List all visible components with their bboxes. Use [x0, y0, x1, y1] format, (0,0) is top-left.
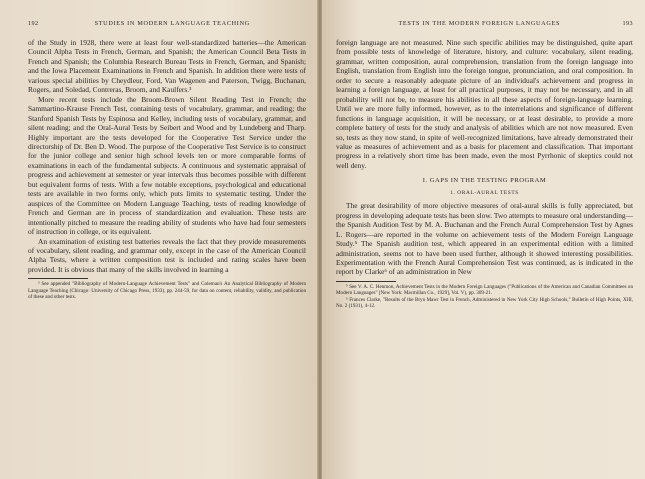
left-page-header — [28, 20, 306, 27]
paragraph: of the Study in 1928, there were at least four well-standardized batteries—the American Council Alpha Tests in French, German, and Spanish; the American Council Beta Tests in French and Spanish; the Columbia Research Bureau Tests in French, German, and Spanish; and the Iowa Placement Examinations in French and Spanish. In addition there were tests of various special abilities by Cheydleur, Ford, Van Wagenen and Paterson, Twigg, Buchanan, Rogers, and Soledad, Contreras, Broom, and Kaulfers.³ — [28, 38, 306, 95]
paragraph: foreign language are not measured. Nine such specific abilities may be distinguished, quite apart from possible tests of knowledge of literature, history, and culture: vocabulary, silent reading, grammar, written composition, aural comprehension, translation from the foreign language into English, translation from English into the foreign tongue, pronunciation, and oral composition. In order to secure a reasonably adequate picture of an individual's achievement and progress in learning a foreign language, at least for all practical purposes, it may not be necessary, and in all probability will not be, to measure his abilities in all these aspects of foreign-language learning. Until we are more fully informed, however, as to the interrelations and significance of different functions in language acquisition, it will be necessary, or at least desirable, to provide a more complete battery of tests for the study and analysis of abilities which are not now measured. Even so, tests as they now stand, in spite of well-recognized limitations, have already demonstrated their value as measures of achievement and as a basis for placement and classification. That important progress in a relatively short time has been made, even the most Pyrrhonic of skeptics could not well deny. — [336, 38, 633, 170]
page-number: 193 — [622, 20, 633, 27]
paragraph: More recent tests include the Broom-Brown Silent Reading Test in French; the Sammartino-Krause French Test, containing tests of vocabulary, grammar, and reading; the Stanford Spanish Tests by Espinosa and Kelley, including tests of vocabulary, grammar, and silent reading; and the Oral-Aural Tests by Seibert and Wood and by Lundeberg and Tharp. Highly important are the tests developed for the Cooperative Test Service under the directorship of Dr. Ben D. Wood. The purpose of the Cooperative Test Service is to construct for the junior college and senior high school levels ten or more comparable forms of examinations in each of the fundamental subjects. A continuous and systematic appraisal of progress and achievement at semester or year intervals thus becomes possible with different but equivalent forms of tests. With a few notable exceptions, psychological and educational tests are available in two forms only, which puts limits to systematic testing. Under the auspices of the Committee on Modern Language Teaching, tests of reading knowledge of French and German are in process of standardization and evaluation. These tests are intentionally pitched to measure the reading ability of students who have had four semesters of instruction in college, or its equivalent. — [28, 94, 306, 237]
footnote: ³ See appended "Bibliography of Modern-Language Achievement Tests" and Coleman's An Analytical Bibliography of Modern Language Teaching (Chicago: University of Chicago Press, 1933), pp. 244-59, for data on content, reliability, validity, and publication of these and other tests. — [28, 281, 306, 301]
footnote: ⁵ See V. A. C. Henmon, Achievement Tests in the Modern Foreign Languages ("Publications of the American and Canadian Committees on Modern Languages" [New York: Macmillan Co., 1929], Vol. V), pp. 309-21. — [336, 283, 633, 297]
paragraph: The great desirability of more objective measures of oral-aural skills is fully appreciated, but progress in developing adequate tests has been slow. Two attempts to measure oral understanding—the Spanish Audition Test by M. A. Buchanan and the French Aural Comprehension Test by Agnes L. Rogers—are reported in the volume on achievement tests of the Modern Foreign Language Study.⁵ The Spanish audition test, which appeared in an experimental edition with a limited administration, seems not to have been used further, although it showed interesting possibilities. Experimentation with the French Aural Comprehension Test was continued, as is indicated in the report by Clarke⁶ of an administration in New — [336, 201, 633, 277]
right-page-header — [336, 20, 633, 27]
running-head: TESTS IN THE MODERN FOREIGN LANGUAGES — [398, 20, 561, 27]
footnote-rule — [336, 281, 396, 282]
right-page-body — [336, 38, 633, 310]
subsection-heading: 1. ORAL-AURAL TESTS — [450, 189, 519, 196]
page-number: 192 — [28, 20, 39, 27]
running-head: STUDIES IN MODERN LANGUAGE TEACHING — [94, 20, 250, 27]
footnote-rule — [28, 278, 88, 279]
footnote: ⁶ Frances Clarke, "Results of the Bryn Mawr Test in French, Administered in New York City High Schools," Bulletin of High Points, XIII, No. 2 (1931), 4-12. — [336, 296, 633, 310]
section-heading: I. GAPS IN THE TESTING PROGRAM — [422, 177, 547, 185]
paragraph: An examination of existing test batteries reveals the fact that they provide measurements of vocabulary, silent reading, and grammar only, except in the case of the American Council Alpha Tests, where a written composition test is included and rating scales have been provided. It is obvious that many of the skills involved in learning a — [28, 236, 306, 274]
left-page — [0, 0, 318, 479]
right-page — [322, 0, 645, 479]
left-page-body — [28, 38, 306, 301]
